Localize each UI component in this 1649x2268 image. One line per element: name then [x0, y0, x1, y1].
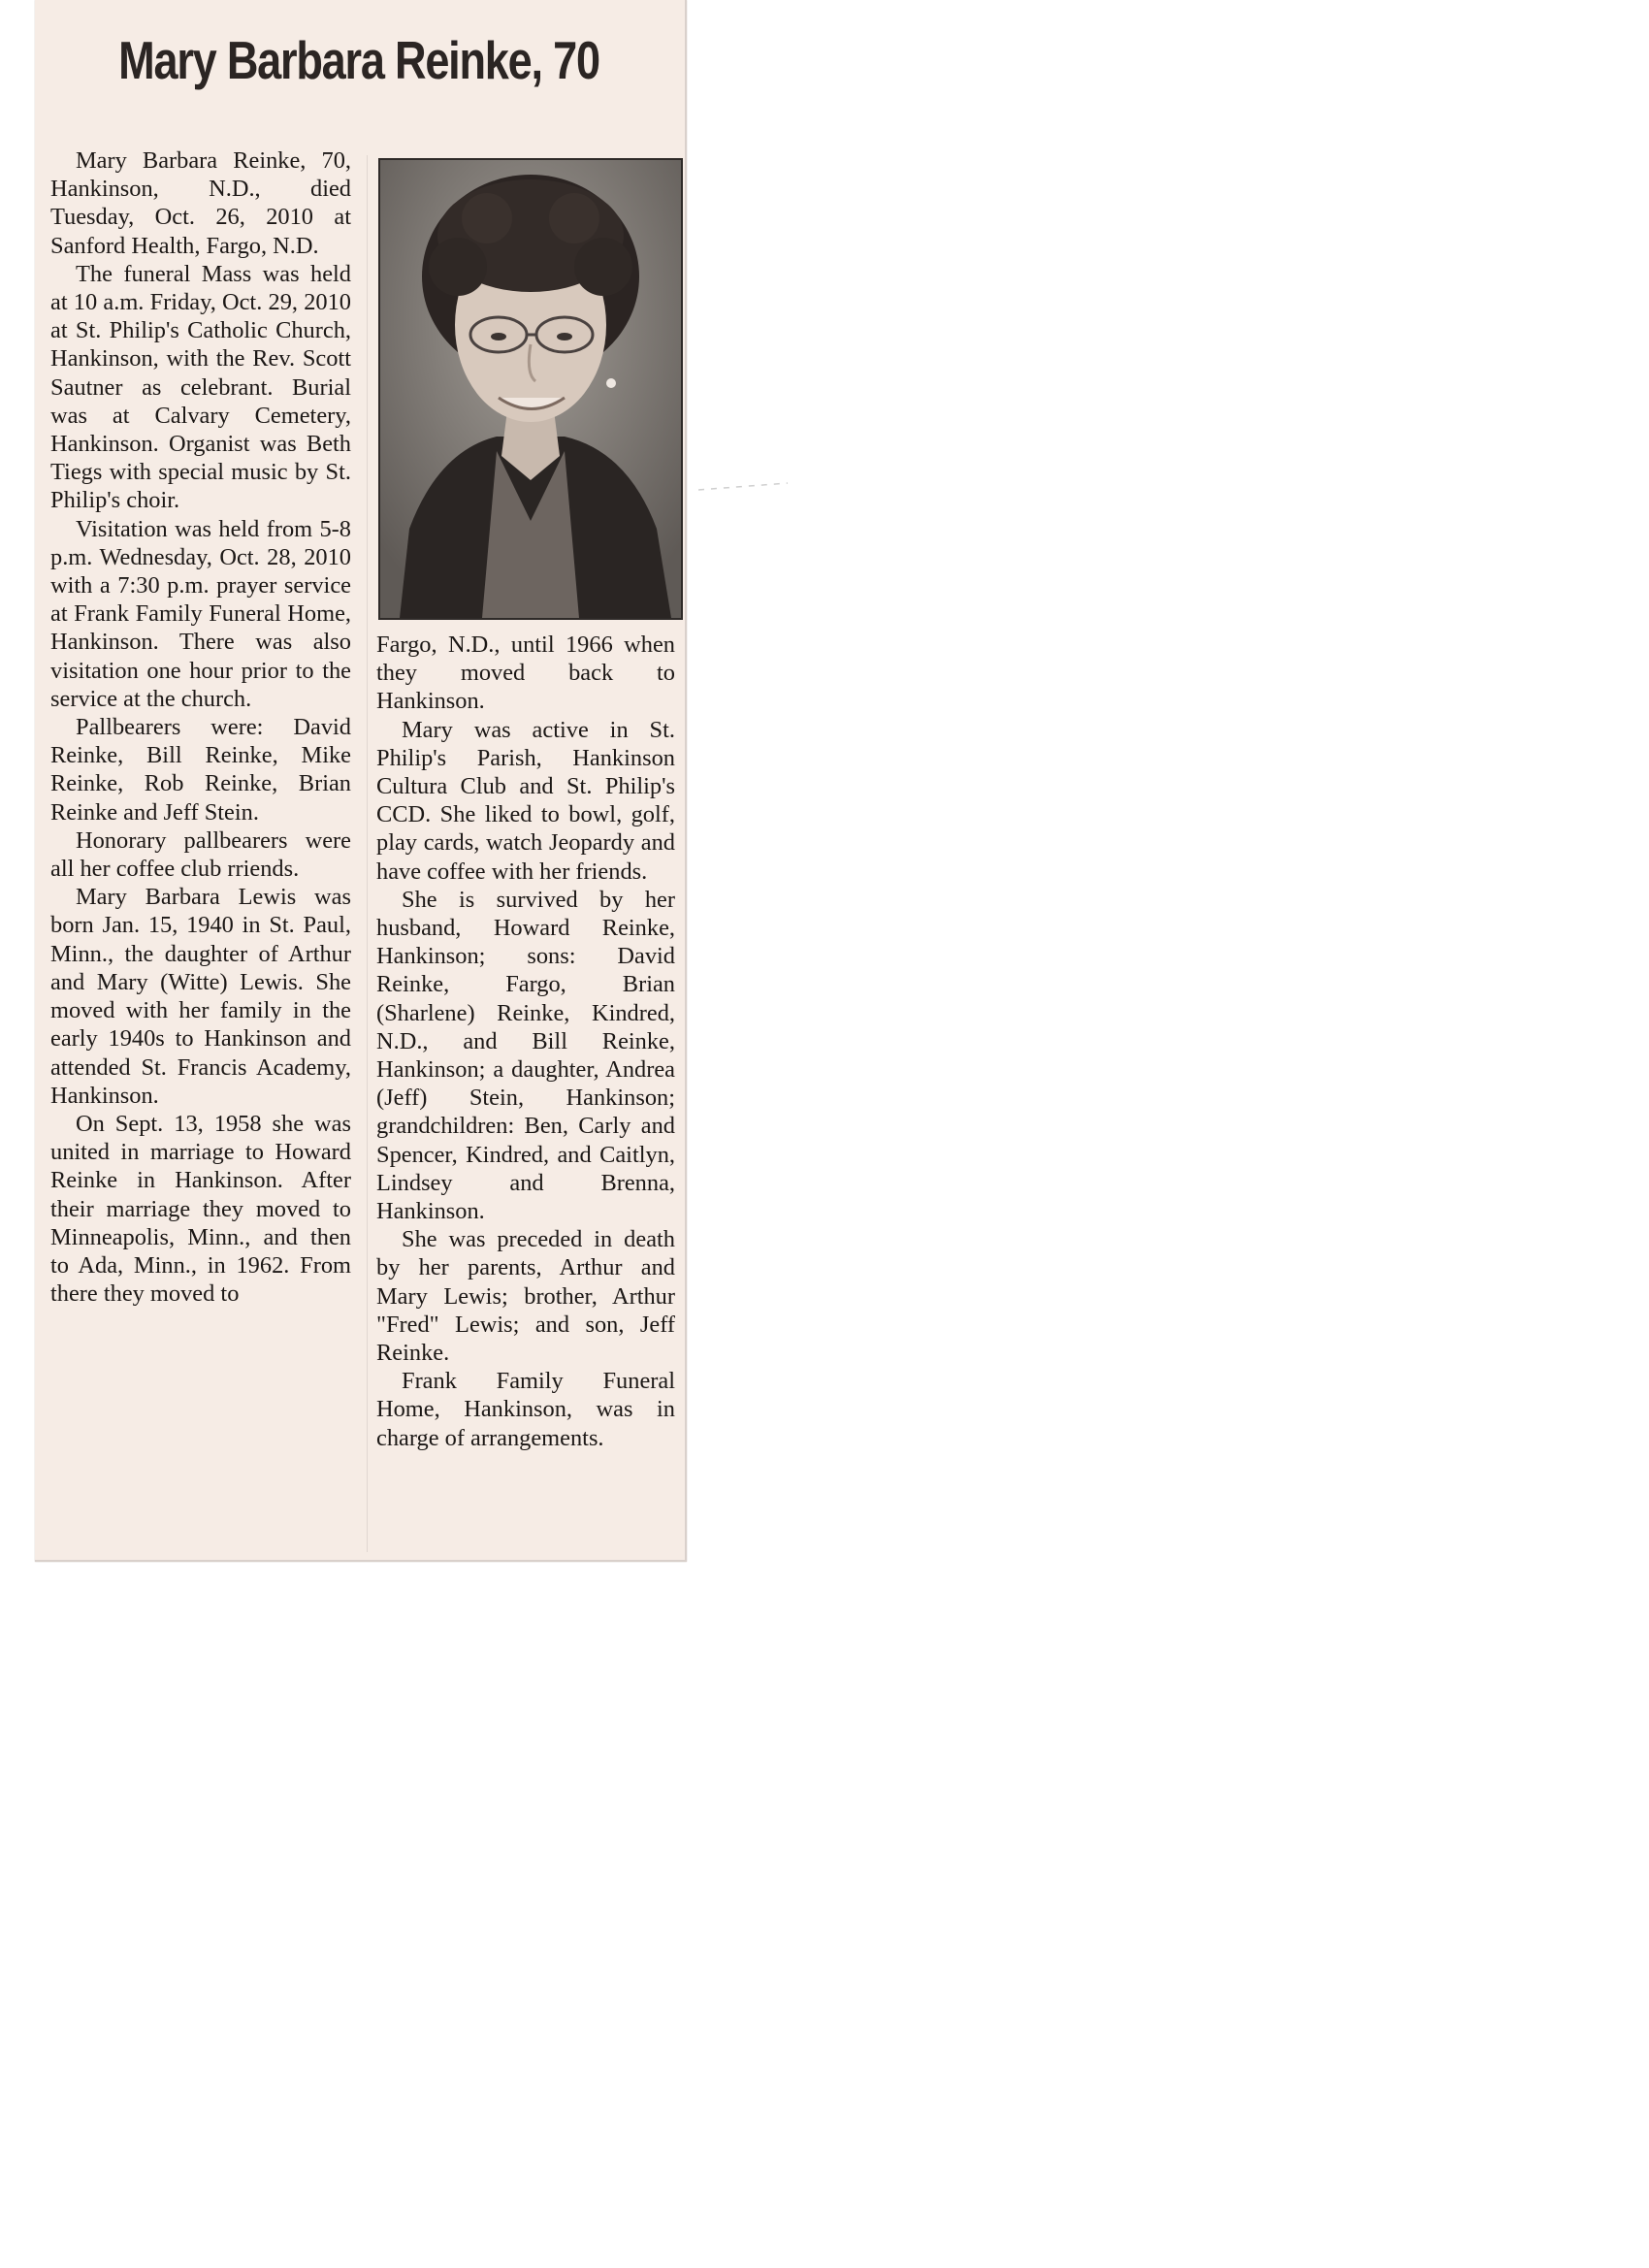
obituary-column-1: [50, 146, 351, 1308]
paragraph-pallbearers: Pallbearers were: David Reinke, Bill Reinke, Mike Reinke, Rob Reinke, Brian Reinke and Jeff Stein.: [50, 714, 351, 826]
obituary-column-2: [376, 631, 675, 1452]
paragraph-activities: Mary was active in St. Philip's Parish, Hankinson Cultura Club and St. Philip's CCD. She liked to bowl, golf, play cards, watch Jeopardy and have coffee with her friends.: [376, 716, 675, 885]
paragraph-marriage: On Sept. 13, 1958 she was united in marriage to Howard Reinke in Hankinson. After their marriage they moved to Minneapolis, Minn., and then to Ada, Minn., in 1962. From there they moved to: [50, 1110, 351, 1308]
portrait-photo: [378, 158, 683, 620]
obituary-headline: Mary Barbara Reinke, 70: [118, 30, 599, 90]
paragraph-funeral-mass: The funeral Mass was held at 10 a.m. Friday, Oct. 29, 2010 at St. Philip's Catholic Church, Hankinson, with the Rev. Scott Sautner as celebrant. Burial was at Calvary Cemetery, Hankinson. Organist was Beth Tiegs with special music by St. Philip's choir.: [50, 260, 351, 514]
paragraph-preceded-in-death: She was preceded in death by her parents, Arthur and Mary Lewis; brother, Arthur "Fred" Lewis; and son, Jeff Reinke.: [376, 1226, 675, 1367]
column-divider: [367, 155, 368, 1552]
scan-artifact-mark: [698, 481, 791, 493]
paragraph-death-notice: Mary Barbara Reinke, 70, Hankinson, N.D., died Tuesday, Oct. 26, 2010 at Sanford Health, Fargo, N.D.: [50, 147, 351, 259]
paragraph-birth: Mary Barbara Lewis was born Jan. 15, 1940 in St. Paul, Minn., the daughter of Arthur and Mary (Witte) Lewis. She moved with her family in the early 1940s to Hankinson and attended St. Francis Academy, Hankinson.: [50, 884, 351, 1109]
paragraph-arrangements: Frank Family Funeral Home, Hankinson, was in charge of arrangements.: [376, 1368, 675, 1451]
portrait-illustration: [380, 160, 681, 618]
paragraph-honorary-pallbearers: Honorary pallbearers were all her coffee club rriends.: [50, 826, 351, 883]
paragraph-survivors: She is survived by her husband, Howard Reinke, Hankinson; sons: David Reinke, Fargo, Brian (Sharlene) Reinke, Kindred, N.D., and Bill Reinke, Hankinson; a daughter, Andrea (Jeff) Stein, Hankinson; grandchildren: Ben, Carly and Spencer, Kindred, and Caitlyn, Lindsey and Brenna, Hankinson.: [376, 886, 675, 1225]
paragraph-continued-move: Fargo, N.D., until 1966 when they moved back to Hankinson.: [376, 632, 675, 715]
paragraph-visitation: Visitation was held from 5-8 p.m. Wednesday, Oct. 28, 2010 with a 7:30 p.m. prayer service at Frank Family Funeral Home, Hankinson. There was also visitation one hour prior to the service at the church.: [50, 515, 351, 712]
